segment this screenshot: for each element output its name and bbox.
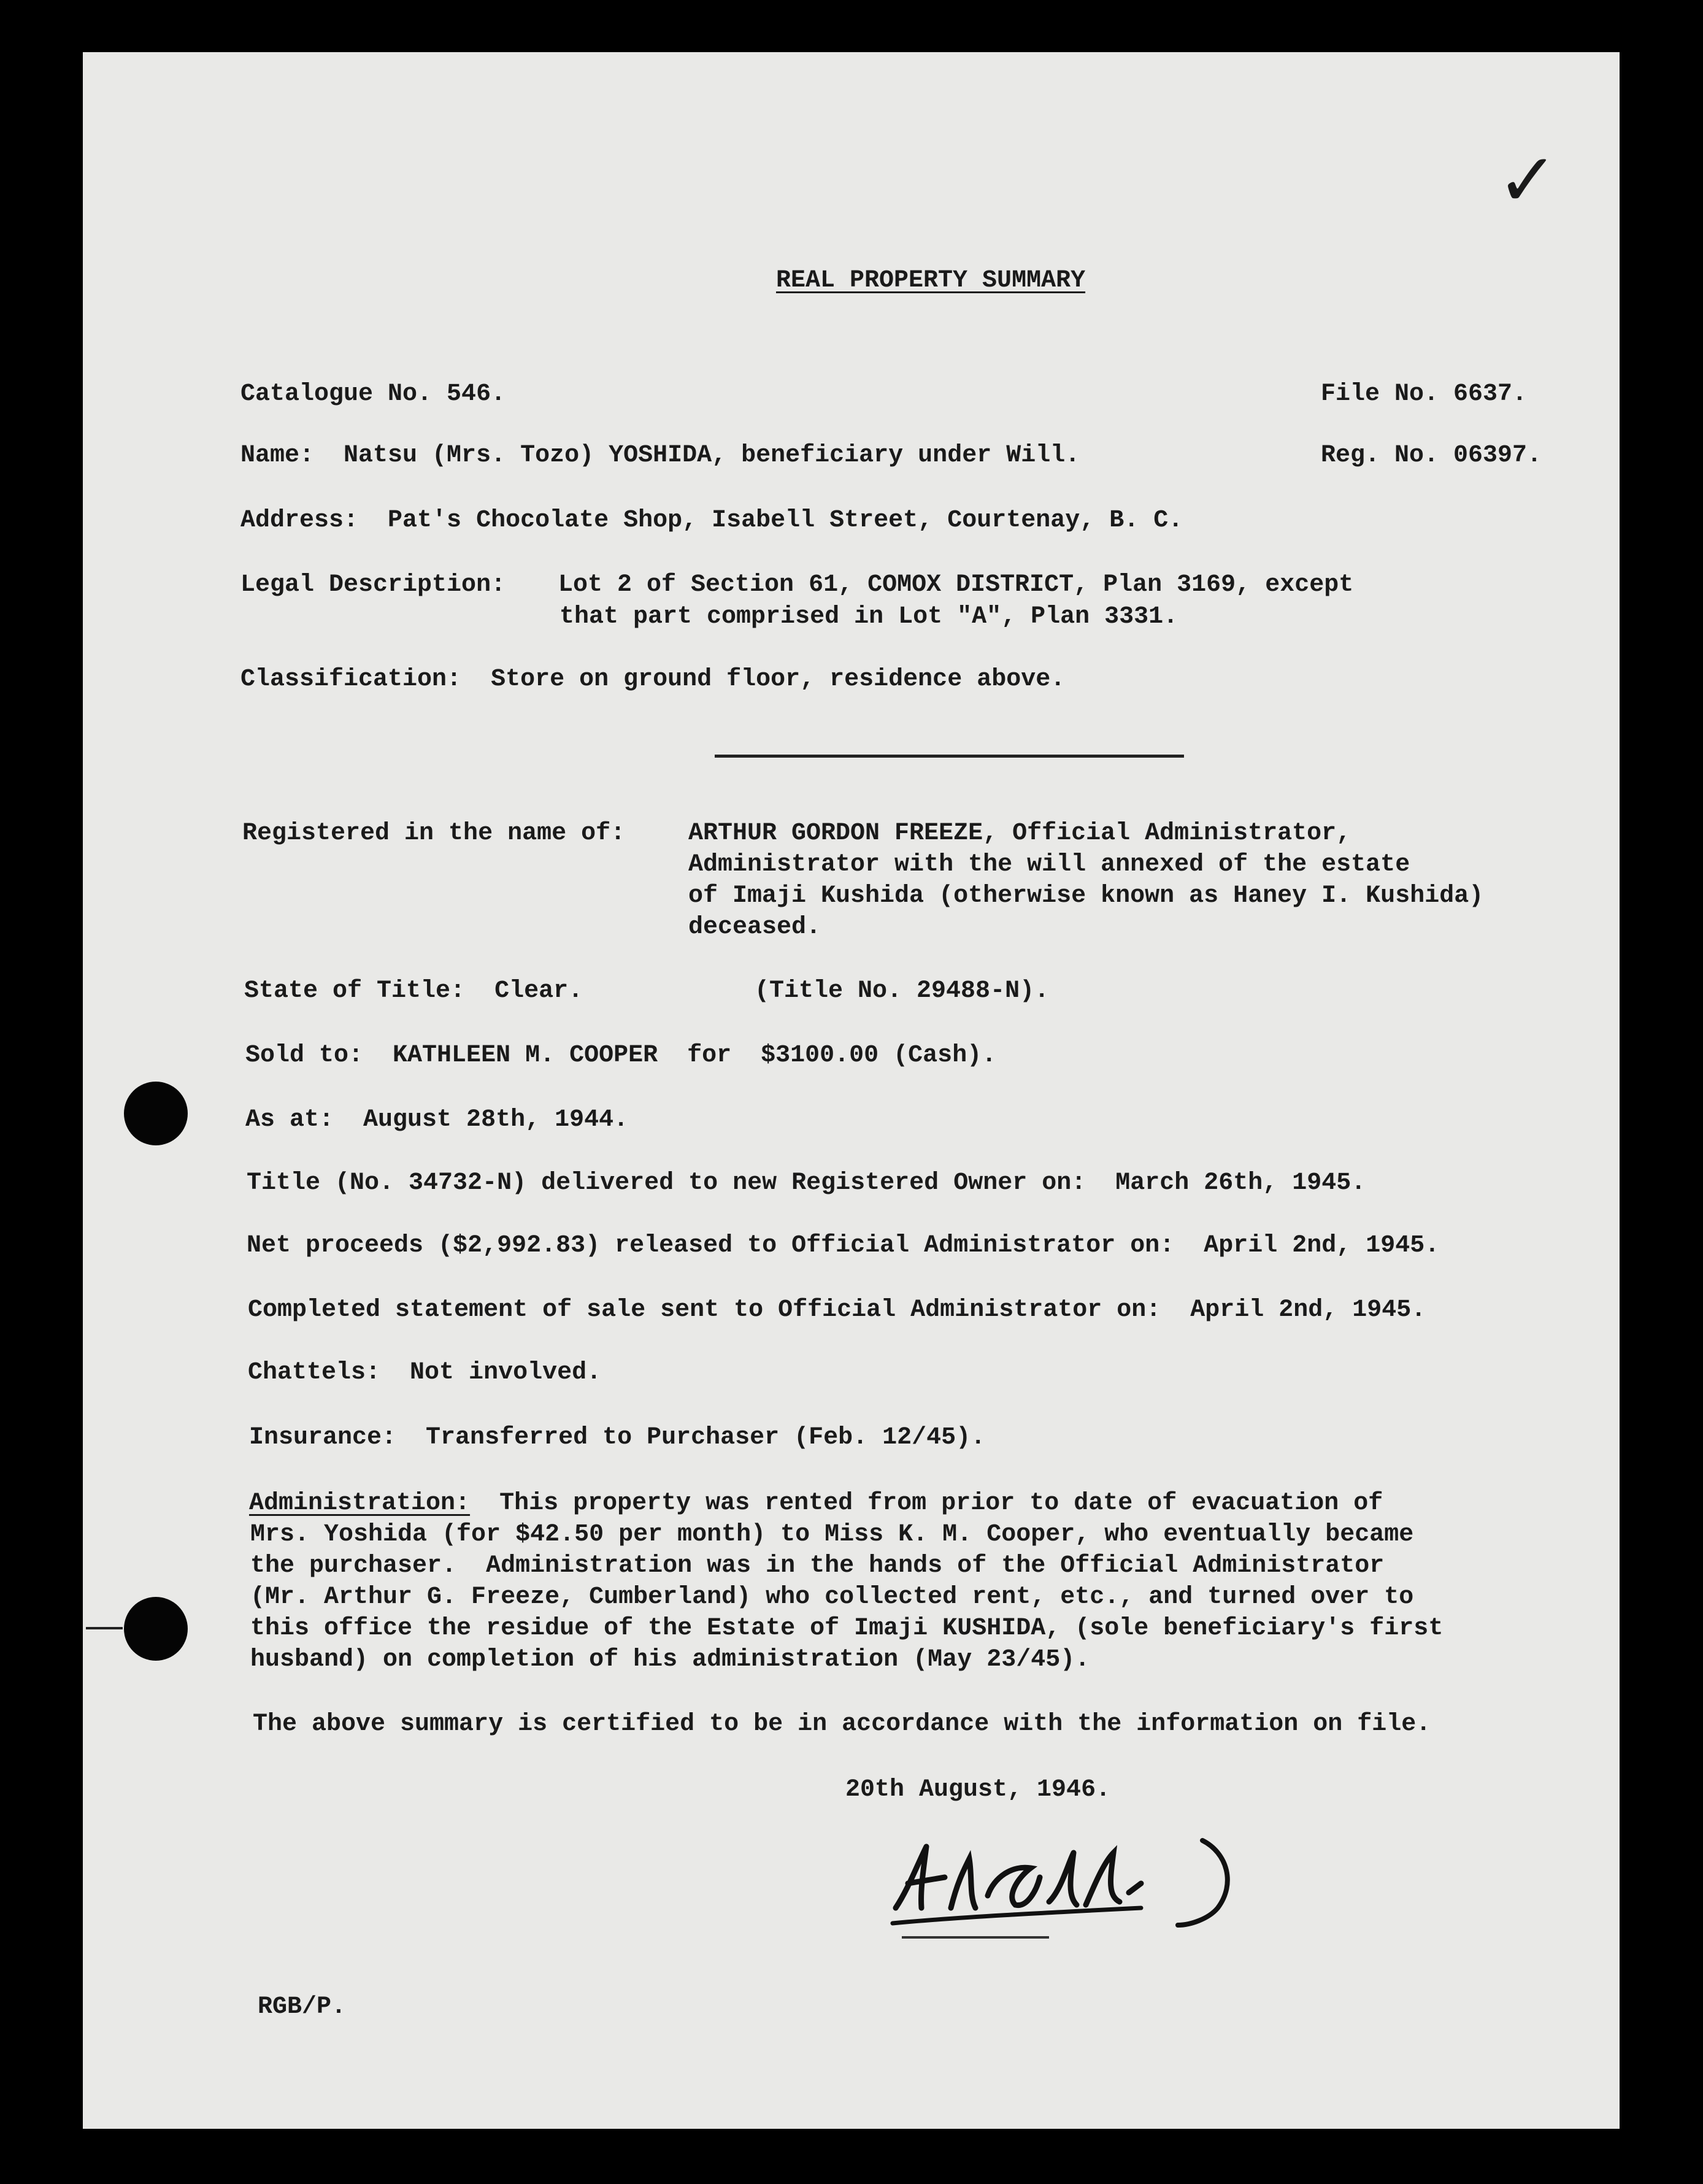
administration-text-line-1: This property was rented from prior to date of evacuation of: [470, 1490, 1383, 1517]
catalogue-number: Catalogue No. 546.: [240, 380, 506, 408]
legal-description-label: Legal Description:: [240, 571, 506, 599]
administration-line-4: (Mr. Arthur G. Freeze, Cumberland) who collected rent, etc., and turned over to: [250, 1583, 1414, 1611]
name-line: Name: Natsu (Mrs. Tozo) YOSHIDA, beneficiary under Will.: [240, 442, 1080, 469]
reg-number: Reg. No. 06397.: [1321, 442, 1542, 469]
net-proceeds-line: Net proceeds ($2,992.83) released to Official Administrator on: April 2nd, 1945.: [247, 1232, 1440, 1259]
punch-hole-top: [124, 1082, 188, 1145]
file-number: File No. 6637.: [1321, 380, 1528, 408]
certification-date: 20th August, 1946.: [845, 1776, 1111, 1804]
margin-tick: [86, 1627, 123, 1629]
classification-line: Classification: Store on ground floor, residence above.: [240, 666, 1066, 693]
chattels-line: Chattels: Not involved.: [248, 1359, 602, 1386]
check-mark: ✓: [1497, 138, 1559, 223]
administration-line-3: the purchaser. Administration was in the hands of the Official Administrator: [250, 1552, 1385, 1580]
sold-to-line: Sold to: KATHLEEN M. COOPER for $3100.00 (Cash).: [245, 1042, 997, 1069]
certification-line: The above summary is certified to be in accordance with the information on file.: [253, 1710, 1431, 1738]
registered-line-4: deceased.: [688, 913, 821, 941]
administration-label: Administration:: [249, 1490, 471, 1517]
administration-paragraph-line-1: [249, 1488, 1383, 1520]
punch-hole-bottom: [124, 1597, 188, 1661]
document-page: [83, 52, 1620, 2129]
administration-line-5: this office the residue of the Estate of Imaji KUSHIDA, (sole beneficiary's first: [250, 1615, 1444, 1642]
state-of-title: State of Title: Clear.: [244, 977, 583, 1005]
title-delivered-line: Title (No. 34732-N) delivered to new Registered Owner on: March 26th, 1945.: [247, 1169, 1366, 1197]
registered-label: Registered in the name of:: [242, 820, 626, 847]
signature: [883, 1816, 1264, 1945]
document-title: REAL PROPERTY SUMMARY: [776, 267, 1086, 294]
completed-statement-line: Completed statement of sale sent to Official Administrator on: April 2nd, 1945.: [248, 1296, 1426, 1324]
section-divider: [715, 755, 1184, 758]
legal-description-line-1: Lot 2 of Section 61, COMOX DISTRICT, Plan 3169, except: [558, 571, 1354, 599]
as-at-line: As at: August 28th, 1944.: [245, 1106, 629, 1134]
registered-line-2: Administrator with the will annexed of the estate: [688, 851, 1410, 879]
address-line: Address: Pat's Chocolate Shop, Isabell Street, Courtenay, B. C.: [240, 507, 1183, 534]
legal-description-line-2: that part comprised in Lot "A", Plan 3331.: [559, 603, 1178, 631]
title-number: (Title No. 29488-N).: [755, 977, 1050, 1005]
registered-line-1: ARTHUR GORDON FREEZE, Official Administrator,: [688, 820, 1351, 847]
typist-initials: RGB/P.: [258, 1993, 347, 2021]
administration-line-2: Mrs. Yoshida (for $42.50 per month) to Miss K. M. Cooper, who eventually became: [250, 1521, 1414, 1548]
registered-line-3: of Imaji Kushida (otherwise known as Haney I. Kushida): [688, 882, 1484, 910]
insurance-line: Insurance: Transferred to Purchaser (Feb. 12/45).: [249, 1424, 986, 1452]
administration-line-6: husband) on completion of his administration (May 23/45).: [250, 1646, 1090, 1674]
